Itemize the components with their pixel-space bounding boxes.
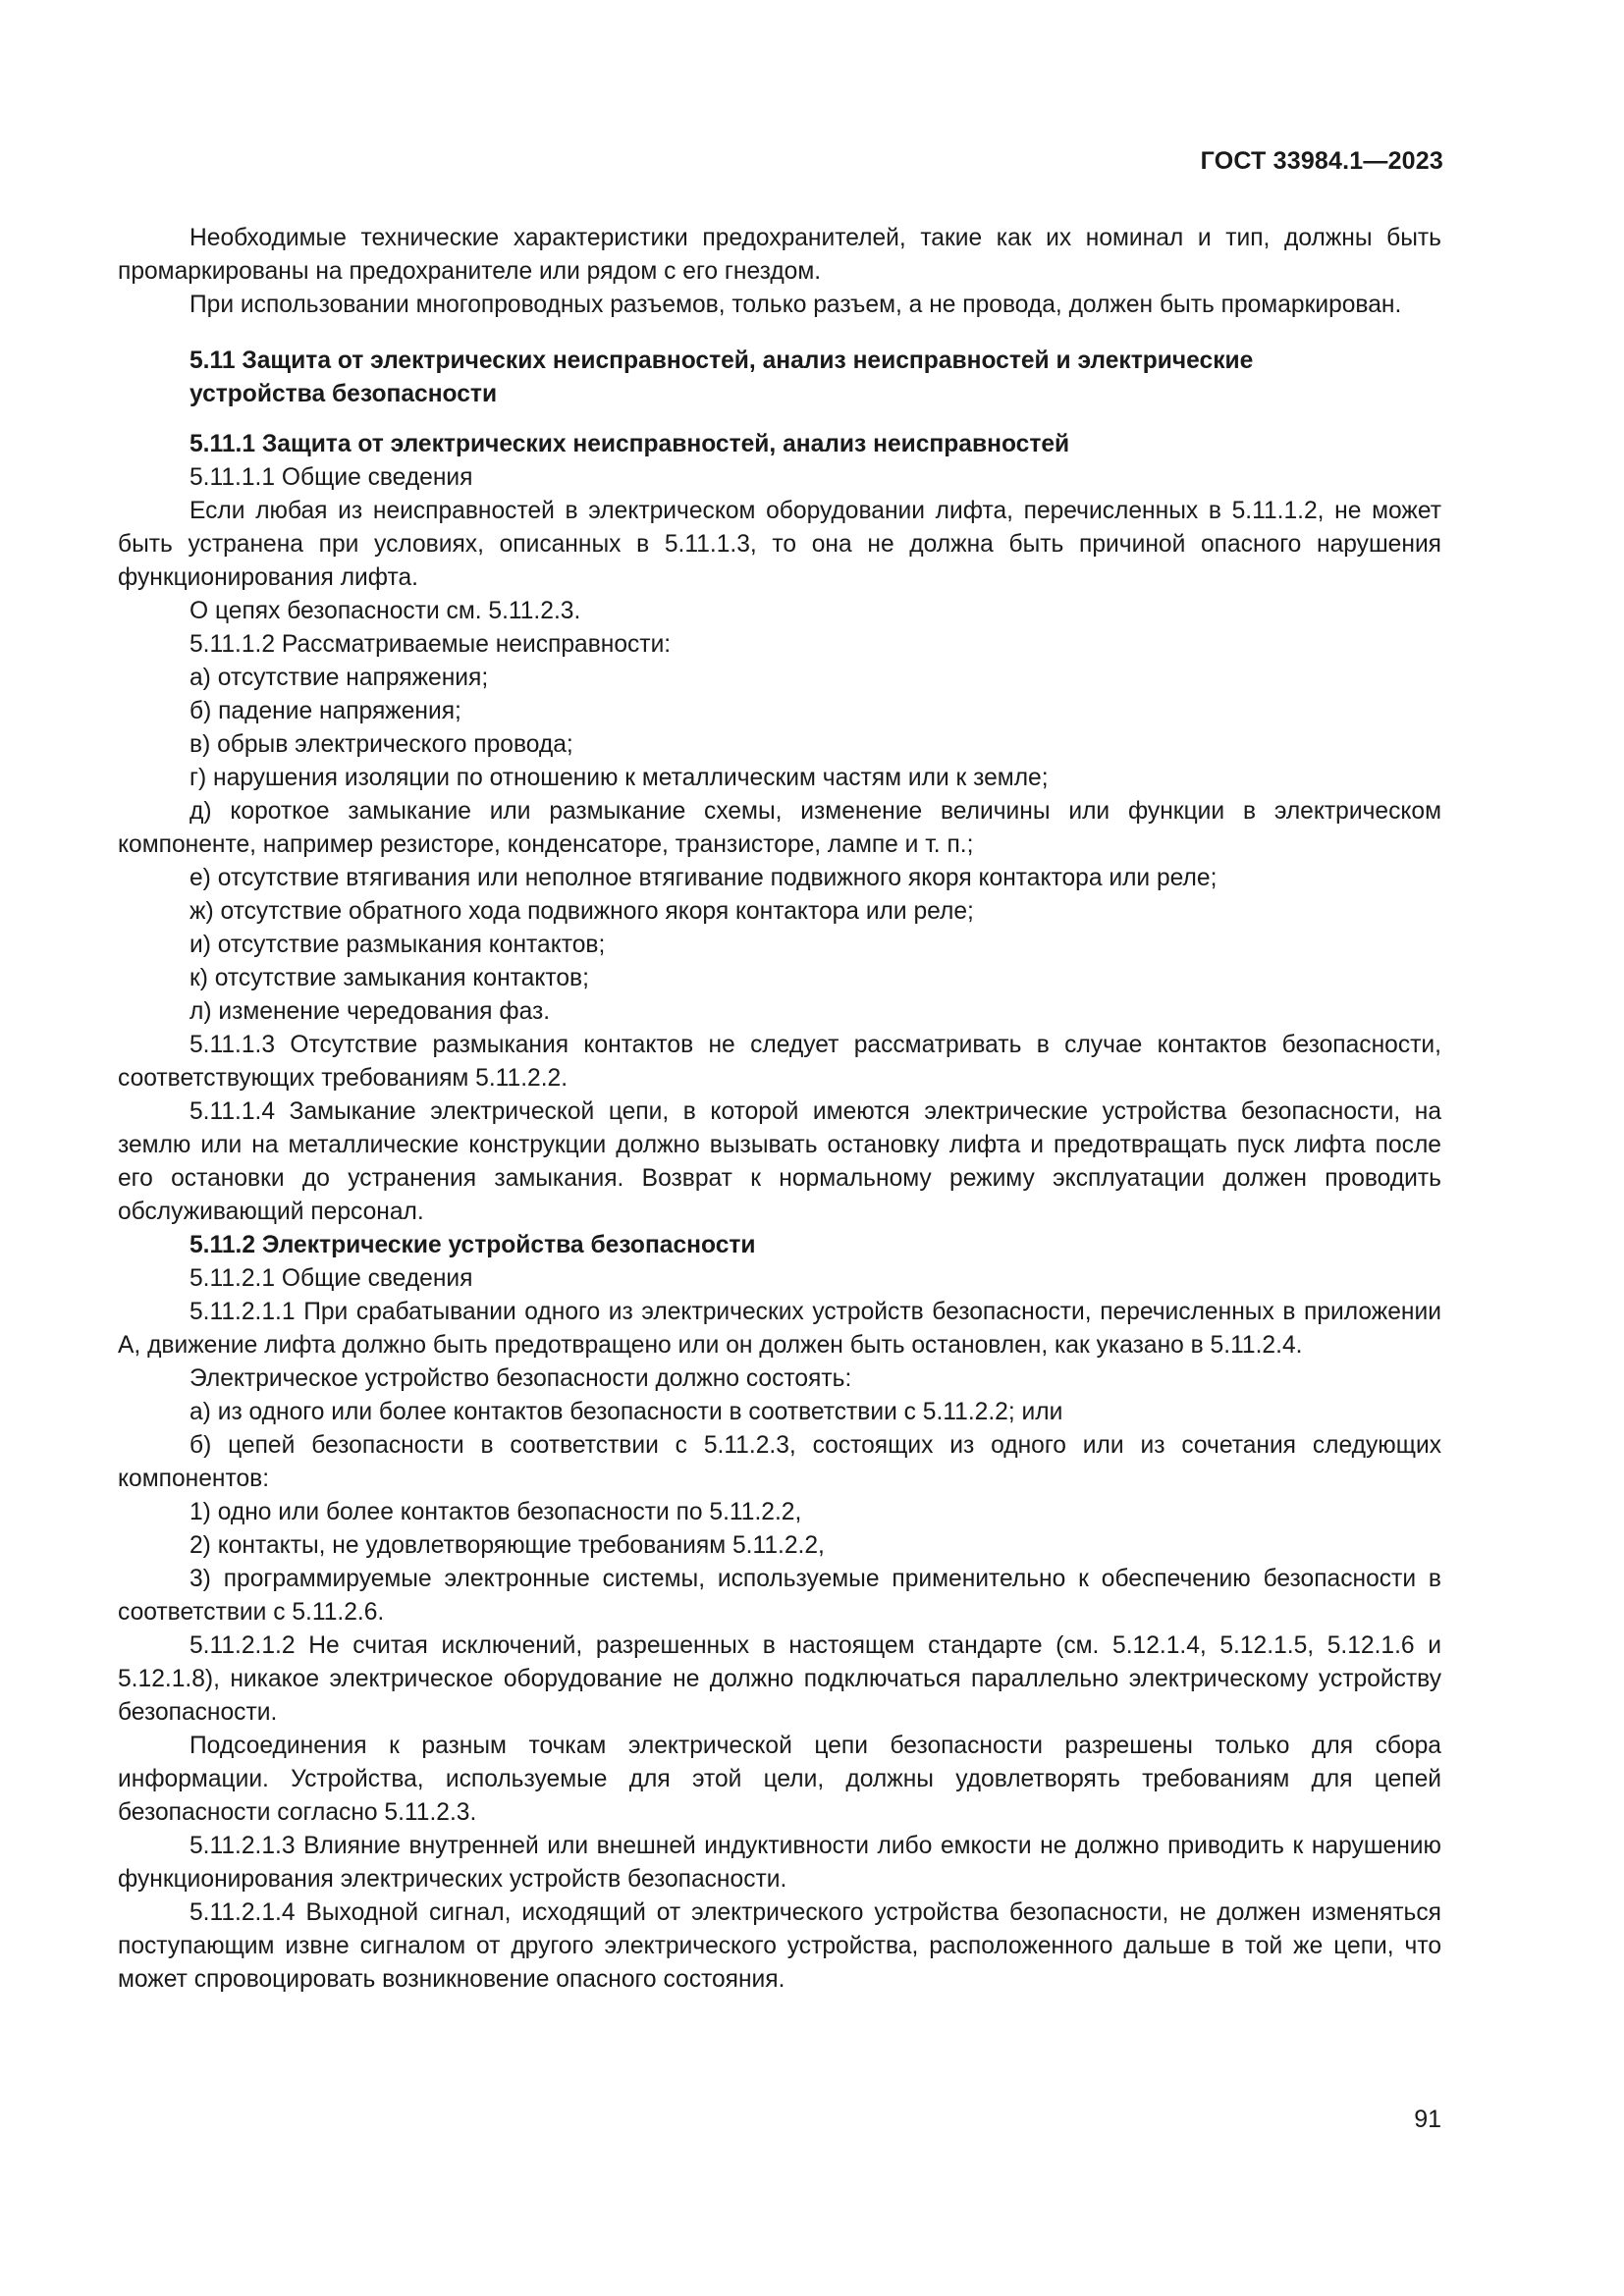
document-body <box>118 222 1441 1997</box>
section-heading-5-11 <box>118 345 1441 411</box>
paragraph-5-11-2-1-4: 5.11.2.1.4 Выходной сигнал, исходящий от электрического устройства безопасности, не должен изменяться поступающим извне сигналом от другого электрического устройства, расположенного дальше в той же цепи, что может спровоцировать возникновение опасного состояния. <box>118 1899 1441 1993</box>
list-item: е) отсутствие втягивания или неполное втягивание подвижного якоря контактора или реле; <box>189 865 1218 891</box>
document-id: ГОСТ 33984.1—2023 <box>1200 147 1443 175</box>
list-item: а) отсутствие напряжения; <box>189 665 489 691</box>
paragraph-connector-marking: При использовании многопроводных разъемов, только разъем, а не провода, должен быть промаркирован. <box>189 292 1402 318</box>
list-item: ж) отсутствие обратного хода подвижного якоря контактора или реле; <box>189 898 974 925</box>
list-item: д) короткое замыкание или размыкание схемы, изменение величины или функции в электрическом компоненте, например резисторе, конденсаторе, транзисторе, лампе и т. п.; <box>118 798 1441 858</box>
paragraph-5-11-1-4: 5.11.1.4 Замыкание электрической цепи, в которой имеются электрические устройства безопасности, на землю или на металлические конструкции должно вызывать остановку лифта и предотвращать пуск лифта после его остановки до устранения замыкания. Возврат к нормальному режиму эксплуатации должен проводить обслуживающий персонал. <box>118 1098 1441 1225</box>
section-heading-5-11-2: 5.11.2 Электрические устройства безопасности <box>189 1232 756 1258</box>
paragraph-fuse-marking: Необходимые технические характеристики предохранителей, такие как их номинал и тип, должны быть промаркированы на предохранителе или рядом с его гнездом. <box>118 225 1441 285</box>
clause-title-5-11-2-1: 5.11.2.1 Общие сведения <box>189 1265 473 1292</box>
paragraph-device-composition: Электрическое устройство безопасности должно состоять: <box>189 1365 852 1392</box>
paragraph-connections: Подсоединения к разным точкам электрической цепи безопасности разрешены только для сбора информации. Устройства, используемые для этой цели, должны удовлетворять требованиям для цепей безопасности согласно 5.11.2.3. <box>118 1733 1441 1826</box>
list-item: а) из одного или более контактов безопасности в соответствии с 5.11.2.2; или <box>189 1399 1063 1425</box>
list-item: л) изменение чередования фаз. <box>189 998 551 1025</box>
list-item: к) отсутствие замыкания контактов; <box>189 965 589 991</box>
list-item: в) обрыв электрического провода; <box>189 731 573 758</box>
section-heading-5-11-line2: устройства безопасности <box>189 381 498 407</box>
list-item: 1) одно или более контактов безопасности по 5.11.2.2, <box>189 1499 802 1525</box>
paragraph-5-11-1-1: Если любая из неисправностей в электрическом оборудовании лифта, перечисленных в 5.11.1.2, не может быть устранена при условиях, описанных в 5.11.1.3, то она не должна быть причиной опасного нарушения функционирования лифта. <box>118 498 1441 591</box>
list-item: б) цепей безопасности в соответствии с 5.11.2.3, состоящих из одного или из сочетания следующих компонентов: <box>118 1432 1441 1492</box>
paragraph-5-11-2-1-2: 5.11.2.1.2 Не считая исключений, разрешенных в настоящем стандарте (см. 5.12.1.4, 5.12.1.5, 5.12.1.6 и 5.12.1.8), никакое электрическое оборудование не должно подключаться параллельно электрическому устройству безопасности. <box>118 1632 1441 1726</box>
page-number: 91 <box>1414 2106 1441 2133</box>
list-item: и) отсутствие размыкания контактов; <box>189 932 606 958</box>
list-item: б) падение напряжения; <box>189 698 461 724</box>
section-heading-5-11-1: 5.11.1 Защита от электрических неисправностей, анализ неисправностей <box>189 431 1070 457</box>
list-item: 3) программируемые электронные системы, используемые применительно к обеспечению безопасности в соответствии с 5.11.2.6. <box>118 1566 1441 1626</box>
paragraph-5-11-2-1-1: 5.11.2.1.1 При срабатывании одного из электрических устройств безопасности, перечисленных в приложении А, движение лифта должно быть предотвращено или он должен быть остановлен, как указано в 5.11.2.4. <box>118 1299 1441 1359</box>
clause-title-5-11-1-2: 5.11.1.2 Рассматриваемые неисправности: <box>189 631 672 658</box>
paragraph-5-11-1-3: 5.11.1.3 Отсутствие размыкания контактов не следует рассматривать в случае контактов безопасности, соответствующих требованиям 5.11.2.2. <box>118 1032 1441 1092</box>
list-item: г) нарушения изоляции по отношению к металлическим частям или к земле; <box>189 765 1049 791</box>
clause-title-5-11-1-1: 5.11.1.1 Общие сведения <box>189 464 473 491</box>
section-heading-5-11-line1: 5.11 Защита от электрических неисправностей, анализ неисправностей и электрические <box>189 347 1254 374</box>
list-item: 2) контакты, не удовлетворяющие требованиям 5.11.2.2, <box>189 1532 825 1559</box>
paragraph-5-11-2-1-3: 5.11.2.1.3 Влияние внутренней или внешней индуктивности либо емкости не должно приводить к нарушению функционирования электрических устройств безопасности. <box>118 1833 1441 1893</box>
paragraph-safety-circuits-ref: О цепях безопасности см. 5.11.2.3. <box>189 598 581 624</box>
